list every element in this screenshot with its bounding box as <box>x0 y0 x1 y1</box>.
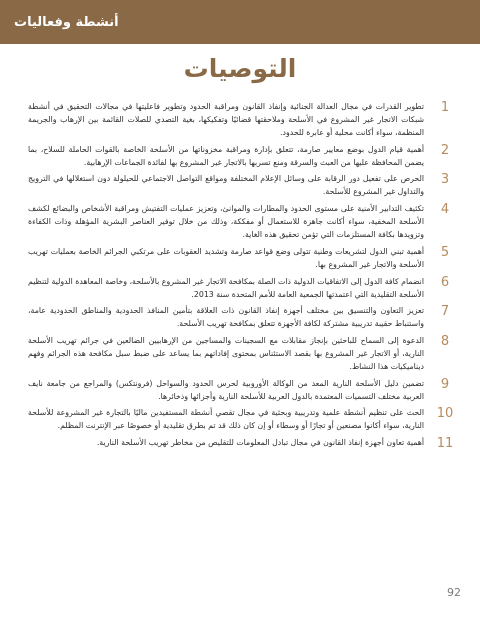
recommendation-text: أهمية قيام الدول بوضع معايير صارمة، تتعلق بإدارة ومراقبة مخزوناتها من الأسلحة الخاصة بالقوات الحاملة للسلاح، بما يضمن المحافظة عليها من العبث والسرقة ومنع تسربها بالاتجار غير المشروع بها لفائدة الجماعات الإرهابية. <box>28 144 424 167</box>
recommendation-text: تكثيف التدابير الأمنية على مستوى الحدود والمطارات والموانئ، وتعزيز عمليات التفتيش ومراقبة الأشخاص والبضائع لكشف الأسلحة المخفية، سواء أكانت جاهزة للاستعمال أو مفككة، وذلك من خلال توفير العناصر البشرية المؤهلة وذات الكفاءة وتزويدها بكافة المستلزمات التي تؤمن تحقيق هذه الغاية. <box>28 204 424 240</box>
recommendation-text: الدعوة إلى السماح للباحثين بإنجاز مقابلات مع السجينات والمساجين من الإرهابيين الضالعين في جرائم تهريب الأسلحة النارية، أو الاتجار غير المشروع بها بقصد الاستئناس بمحتوى إفاداتهم بما يساعد على ضبط سبل مكافحة هذه الجرائم وفهم ديناميكيات هذا النشاط. <box>28 335 424 371</box>
section-header <box>0 0 480 44</box>
recommendation-number: 4 <box>440 202 450 218</box>
recommendation-5 <box>28 244 450 271</box>
recommendation-2 <box>28 142 450 169</box>
recommendation-text: أهمية تعاون أجهزة إنفاذ القانون في مجال تبادل المعلومات للتقليص من مخاطر تهريب الأسلحة النارية. <box>96 438 424 448</box>
recommendation-7 <box>28 304 450 330</box>
recommendation-number: 5 <box>440 244 450 260</box>
recommendation-text: الحرص على تفعيل دور الرقابة على وسائل الإعلام المختلفة ومواقع التواصل الاجتماعي للحيلولة دون استغلالها في الترويج والتداول غير المشروع للأسلحة. <box>28 174 424 197</box>
recommendation-text: تضمين دليل الأسلحة النارية المعد من الوكالة الأوروبية لحرس الحدود والسواحل (فرونتكس) والمراجع من جامعة نايف العربية مختلف التسميات المعتمدة بالدول العربية للأسلحة النارية وأجزائها وذخائرها. <box>28 378 424 401</box>
recommendation-9 <box>28 376 450 403</box>
recommendation-11 <box>28 436 454 452</box>
recommendation-text: تطوير القدرات في مجال العدالة الجنائية وإنفاذ القانون ومراقبة الحدود وتطوير فاعليتها في مجالات التحقيق في أنشطة شبكات الاتجار غير المشروع في الأسلحة وملاحقتها قضائيًا وتفكيكها، بغية التصدي للصلات القائمة بين الإرهاب والجريمة المنظمة، سواء أكانت محلية أو عابرة للحدود. <box>28 102 424 138</box>
recommendation-number: 3 <box>440 172 450 188</box>
recommendation-text: تعزيز التعاون والتنسيق بين مختلف أجهزة إنفاذ القانون ذات العلاقة بتأمين المنافذ الحدودية والمناطق الحدودية عامة، واستنباط حقيبة تدريبية مشتركة لكافة الأجهزة تتعلق بمكافحة تهريب الأسلحة. <box>28 306 424 329</box>
recommendation-number: 6 <box>440 274 450 290</box>
recommendation-text: انضمام كافة الدول إلى الاتفاقيات الدولية ذات الصلة بمكافحة الاتجار غير المشروع بالأسلحة، وخاصة المعاهدة الدولية لتنظيم الأسلحة التقليدية التي اعتمدتها الجمعية العامة للأمم المتحدة سنة 2013. <box>28 276 424 299</box>
page-title: التوصيات <box>183 54 297 83</box>
recommendation-text: الحث على تنظيم أنشطة علمية وتدريبية وبحثية في مجال تقصي أنشطة المستفيدين ماليًا بالتجارة غير المشروعة للأسلحة النارية، سواء أكانوا مصنعين أو تجارًا أو وسطاء أو إن كان ذلك قد تم بطرق تقليدية أو خصوصًا عبر الإنترنت المظلم. <box>28 408 424 431</box>
recommendation-10 <box>28 406 454 432</box>
recommendation-4 <box>28 202 450 241</box>
recommendations-list <box>28 100 454 453</box>
recommendation-text: أهمية تبني الدول لتشريعات وطنية تتولى وضع قواعد صارمة وتشديد العقوبات على مرتكبي الجرائم الخاصة بعمليات تهريب الأسلحة والاتجار غير المشروع بها. <box>28 246 424 269</box>
recommendation-number: 10 <box>436 406 454 422</box>
recommendation-3 <box>28 172 450 198</box>
recommendation-number: 1 <box>440 100 450 115</box>
section-title: أنشطة وفعاليات <box>14 14 119 30</box>
recommendation-number: 7 <box>440 304 450 320</box>
page-number: 92 <box>447 586 461 599</box>
recommendation-6 <box>28 274 450 301</box>
recommendation-number: 11 <box>436 436 454 452</box>
recommendation-number: 2 <box>440 142 450 158</box>
recommendation-1 <box>28 100 450 139</box>
recommendation-number: 9 <box>440 376 450 392</box>
recommendation-number: 8 <box>440 333 450 349</box>
recommendation-8 <box>28 333 450 373</box>
